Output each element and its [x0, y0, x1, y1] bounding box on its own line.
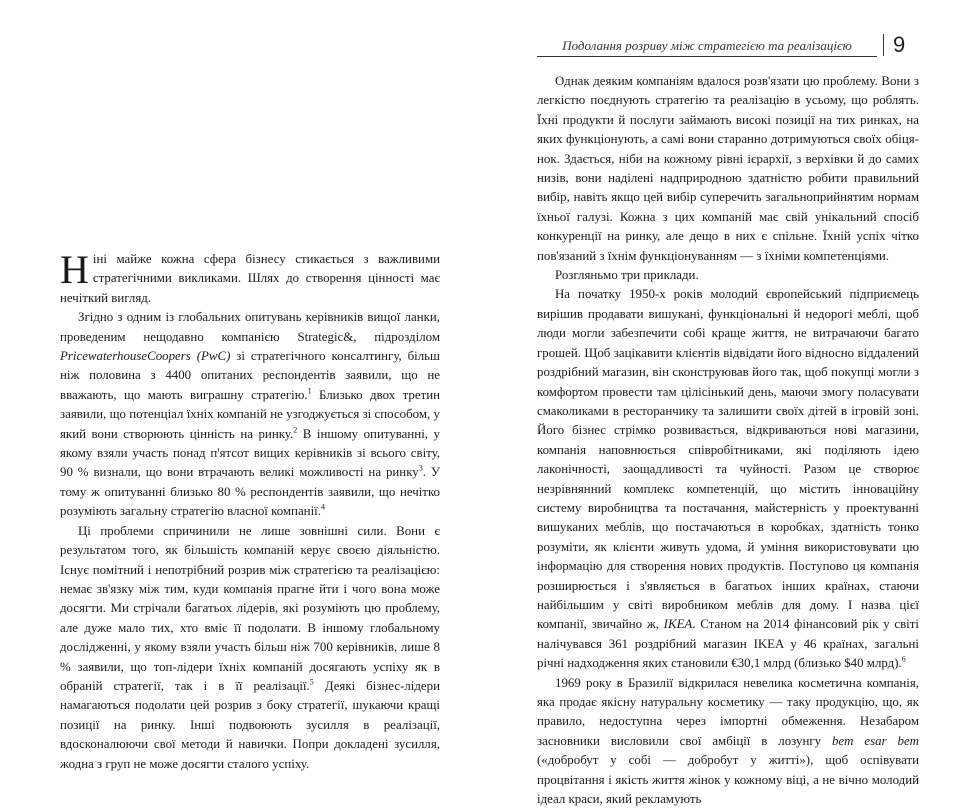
text-run: Згідно з одним із глобальних опитувань керівників вищої ланки, проведеним нещодавно компанією Strategic&, підрозділом [60, 310, 440, 344]
footnote-marker: 6 [901, 654, 906, 664]
drop-cap: Н [60, 247, 89, 292]
text-run: В іншому опитуванні, у якому взяли участь понад п'ятсот вищих керівників зі всього світу, 90 % визнали, що вони втрачають великі можливості на ринку [60, 426, 440, 480]
paragraph [537, 674, 919, 809]
text-run: . У тому ж опитуванні близько 80 % респондентів заявили, що нечітко розуміють загальну стратегію власної компанії. [60, 465, 440, 519]
running-head: Подолання розриву між стратегією та реалізацією [537, 38, 877, 57]
italic-run: bem esar bem [832, 733, 919, 748]
paragraph: Однак деяким компаніям вдалося розв'язати цю проблему. Вони з легкістю поєднують стратегію та реалізацію в усьому, що роблять. Їхні продукти й послуги займають високі позиції на тих ринках, на яких функціонують, а самі вони старанно дотримуються своїх обіцянок. Здається, ніби на кожному рівні ієрархії, з верхівки й до самих низів, вони наділені надприродною здатністю робити правильний вибір, навіть якщо цей вибір суперечить загальноприйнятим нормам їхньої галузі. Кожна з цих компаній має свій унікальний спосіб конкуренції на ринку, але дещо в них є спільне. Їхній успіх чітко пов'язаний з їхнім функціонуванням — з їхніми компетенціями. [537, 74, 919, 263]
right-page-body [537, 72, 919, 809]
right-page [485, 0, 970, 807]
text-run: 1969 року в Бразилії відкрилася невелика косметична компанія, яка продає якісну натуральну косметику — таку продукцію, що, як правило, недоступна через імпортні обмеження. Незабаром засновники висловили свої амбіції в лозунгу [537, 675, 919, 748]
paragraph [60, 522, 440, 774]
text-run: На початку 1950-х років молодий європейський підприємець вирішив продавати вишукані, функціональні й недорогі меблі, щоб люди могли забезпечити собі краще життя, не витрачаючи багато грошей. Щоб зацікавити клієнтів відвідати його відносно віддалений роздрібний магазин, він сконструював його так, щоб покупці могли з комфортом провести там цілісінький день, маючи змогу поласувати смаколиками в ресторанчику та залишити своїх дітей в ігровій зоні. Його бізнес стрімко розвивається, відкриваються нові магазини, компанія наповнюється співробітниками, які поділяють ідею лаконічності, заощадливості та чуйності. Разом це створює незрівнянний комплекс компетенцій, що містить інноваційну систему виробництва та постачання, майстерність у проектуванні вишуканих меблів, що постачаються в коробках, здатність тонко розуміти, як клієнти живуть удома, й уміння використовувати цю інформацію для створення нових продуктів. Поступово ця компанія розширюється і з'являється в багатьох інших країнах, стаючи найбільшим у світі виробником меблів для дому. І назва цієї компанії, звичайно ж, [537, 287, 919, 632]
text-run: («добробут у собі — добробут у житті»), щоб оспівувати процвітання і якість життя жінок у кожному віці, а не вічно молодий ідеал краси, який рекламують [537, 753, 919, 807]
text-run: Ці проблеми спричинили не лише зовнішні сили. Вони є результатом того, як більшість компаній керує своєю діяльністю. Існує помітний і непотрібний розрив між стратегією та реалізацією: немає зв'язку між тим, куди компанія прагне йти і чого вона може досягти. Ми стрічали багатьох лідерів, які розуміють цю проблему, але дуже мало тих, хто вміє її подолати. В іншому глобальному дослідженні, у якому взяли участь більш ніж 700 керівників, лише 8 % заявили, що топ-лідери їхніх компаній досягають успіху як в обраній стратегії, так і в її реалізації. [60, 523, 440, 693]
footnote-marker: 2 [293, 425, 298, 435]
left-page [0, 0, 485, 771]
text-run: . Станом на 2014 фінансовий рік у світі налічувався 361 роздрібний магазин IKEA у 46 країнах, загальні річні надходження яких становили €30,1 млрд (близько $40 млрд). [537, 617, 919, 671]
italic-run: PricewaterhouseCoopers (PwC) [60, 349, 231, 364]
left-page-body [60, 247, 441, 774]
text-run: зі стратегічного консалтингу, більш ніж половина з 4400 опитаних респондентів заявили, що не вважають, що мають виграшну стратегію. [60, 349, 440, 402]
footnote-marker: 4 [320, 502, 325, 512]
text-run: Близько двох третин заявили, що потенціал їхніх компаній не узгоджується зі способом, у який вони створюють цінність на ринку. [60, 387, 440, 441]
paragraph [60, 308, 440, 521]
page-number: 9 [893, 32, 906, 57]
footnote-marker: 3 [418, 464, 423, 474]
paragraph [537, 285, 919, 673]
header-divider [883, 34, 884, 56]
italic-run: IKEA [663, 617, 693, 632]
text-run: Деякі бізнес-лідери намагаються подолати цей розрив з боку стратегії, шукаючи кращі позиції на ринку. Інші подвоюють зусилля в реалізації, вдосконалюючи свої методи й навички. Попри докладені зусилля, жодна з груп не може досягти сталого успіху. [60, 678, 441, 771]
paragraph-text: іні майже кожна сфера бізнесу стикається з важливими стратегічними викликами. Шлях до створення цінності має нечіткий вигляд. [60, 252, 440, 305]
footnote-marker: 5 [309, 677, 314, 687]
footnote-marker: 1 [307, 386, 312, 396]
paragraph [60, 247, 440, 308]
paragraph: Розгляньмо три приклади. [555, 268, 699, 283]
